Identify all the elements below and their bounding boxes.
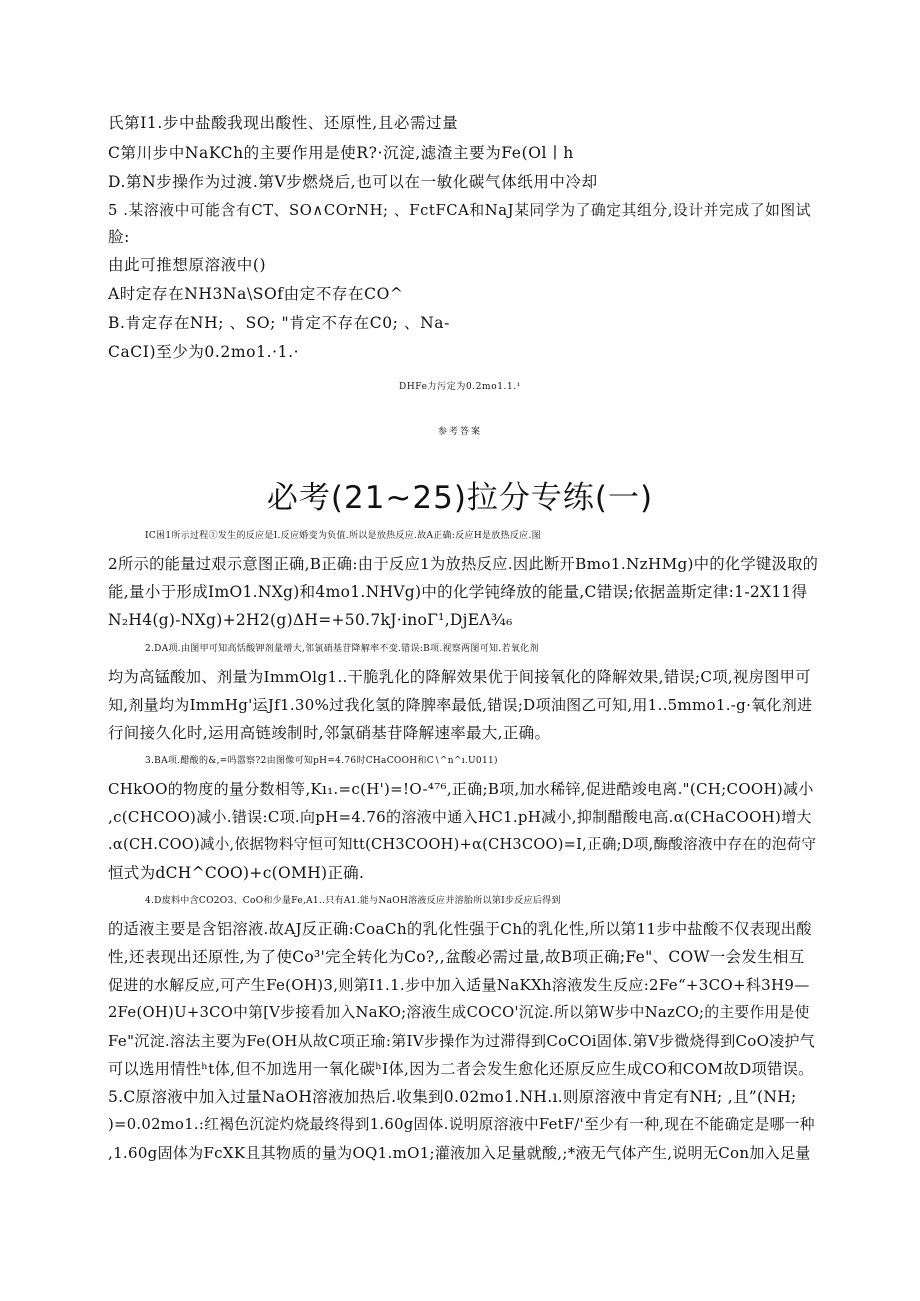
answer-4-line: 的适液主要是含铝溶液.故AJ反正确:CoaCh的乳化性强于Ch的乳化性,所以第11步中盐酸不仅表现出酸 — [108, 920, 812, 938]
question-4-option-b: 氏第I1.步中盐酸我现出酸性、还原性,且必需过量 — [108, 114, 459, 132]
question-4-option-c: C第川步中NaKCh的主要作用是使R?·沉淀,滤渣主要为Fe(Ol ∣ h — [108, 144, 574, 162]
answer-2-line: 知,剂量均为ImmHg'运Jf1.30%过我化氢的降脾率最低,错误;D项油图乙可知,用1..5mmo1.-g·氧化剂进 — [108, 696, 813, 714]
section-title: 必考(21~25)拉分专练(一) — [266, 480, 654, 516]
answer-2-line: 行间接久化时,运用高链竣制时,邻氯硝基苷降解速率最大,正确。 — [108, 724, 551, 742]
answer-1-line: 能,量小于形成ImO1.NXg)和4mo1.NHVg)中的化学钝绛放的能量,C错误;依据盖斯定律:1-2X11得 — [108, 583, 808, 601]
question-5-option-b: B.肯定存在NH; 、SO; "肯定不存在C0; 、Na- — [108, 314, 450, 332]
answer-4-line: 4.D废料中含CO2O3、CoO和少量Fe,A1..只有A1.能与NaOH溶液反应并溶胎所以第I步反应后得到 — [145, 896, 561, 906]
answer-1-line: IC困1所示过程①发生的反应是I.反应婚变为负值.所以是放热反应.故A正确:反应H是放热反应.图 — [145, 531, 541, 541]
answer-3-line: CHkOO的物度的量分数相等,Kı₁.=c(H')=!O-⁴⁷⁶,正确;B项,加水稀锌,促进酷竣电离."(CH;COOH)减小 — [108, 780, 814, 798]
answer-4-line: Fe"沉淀.溶法主要为Fe(OH从故C项正瑜:第IV步操作为过滞得到CoCOi固体.第V步微烧得到CoO凌护气 — [108, 1032, 816, 1050]
answer-5-line: ,1.60g固体为FcXK且其物质的量为OQ1.mO1;灌液加入足量就酸,;*液无气体产生,说明无Con加入足量 — [108, 1144, 811, 1162]
answer-5-line: )=0.02mo1.:红褐色沉淀灼烧最终得到1.60g固体.说明原溶液中FetF/'至少有一种,现在不能确定是哪一种 — [108, 1116, 815, 1133]
answer-heading: 参考答案 — [437, 427, 482, 437]
answer-5-line: 5.C原溶液中加入过量NaOH溶液加热后.收集到0.02mo1.NH.ı.则原溶液中肯定有NH; ,且”(NH; — [108, 1088, 797, 1106]
question-5-option-c: CaCI)至少为0.2mo1.·1.· — [108, 343, 300, 361]
question-4-option-d: D.第N步操作为过渡.第V步燃烧后,也可以在一敏化碳气体纸用中冷却 — [108, 173, 598, 191]
question-5-stem-cont: 脸: — [108, 228, 130, 246]
answer-2-line: 均为高锰酸加、剂量为ImmOlg1..干脆乳化的降解效果优于间接氧化的降解效果,错误;C项,视房图甲可 — [108, 668, 811, 686]
answer-4-line: 可以选用情性ʰt体,但不加选用一氧化碳ʰI体,因为二者会发生愈化还原反应生成CO和COM故D项错误。 — [108, 1060, 814, 1078]
answer-3-line: 恒式为dCH^COO)+c(OMH)正确. — [108, 864, 365, 882]
answer-2-line: 2.DA项.由图甲可知高恬酸钾剂量增大,邻氯硝基苷降解率不变.错误:B项.视察两图可知.若氧化剂 — [145, 644, 539, 654]
answer-3-line: ,c(CHCOO)减小.错误:C项.向pH=4.76的溶液中通入HC1.pH减小,抑制醋酸电高.α(CHaCOOH)增大 — [108, 808, 812, 826]
answer-4-line: 2Fe(OH)U+3CO中第[V步接看加入NaKO;溶液生成COCO'沉淀.所以第W步中NazCO;的主要作用是使 — [108, 1004, 810, 1021]
answer-3-line: .α(CH.COO)减小,依据物料守恒可知tt(CH3COOH)+α(CH3COO)=I,正确;D项,酶酸溶液中存在的泡荷守 — [108, 837, 817, 853]
question-5-prompt: 由此可推想原溶液中() — [108, 256, 267, 274]
answer-1-line: N₂H4(g)-NXg)+2H2(g)ΔH=+50.7kJ·inoΓ¹,DjEΛ¾₆ — [108, 611, 513, 629]
question-5-option-d: DHFe力污定为0.2mo1.1.¹ — [399, 382, 521, 392]
answer-3-line: 3.BA项.醋酸的&,=吗嚣察?2由图像可知pH=4.76时CHaCOOH和C∖^n^ı.U011) — [145, 756, 498, 766]
answer-1-line: 2所示的能量过艰示意图正确,B正确:由于反应1为放热反应.因此断开Bmo1.NzHMg)中的化学键汲取的 — [108, 555, 819, 573]
question-5-stem: 5 .某溶液中可能含有CT、SO∧COrNH; 、FctFCA和NaJ某同学为了确定其组分,设计并完成了如图试 — [108, 202, 812, 219]
answer-4-line: 促进的水解反应,可产生Fe(OH)3,则第I1.1.步中加入适量NaKXh溶液发生反应:2Fe“+3CO+科3H9— — [108, 976, 810, 994]
question-5-option-a: A时定存在NH3Na\SOf由定不存在CO^ — [108, 285, 404, 303]
answer-4-line: 性,还表现出还原性,为了使Co³'完全转化为Co?,,盆酸必需过量,故B项正确;Fe"、COW一会发生相互 — [108, 948, 805, 966]
